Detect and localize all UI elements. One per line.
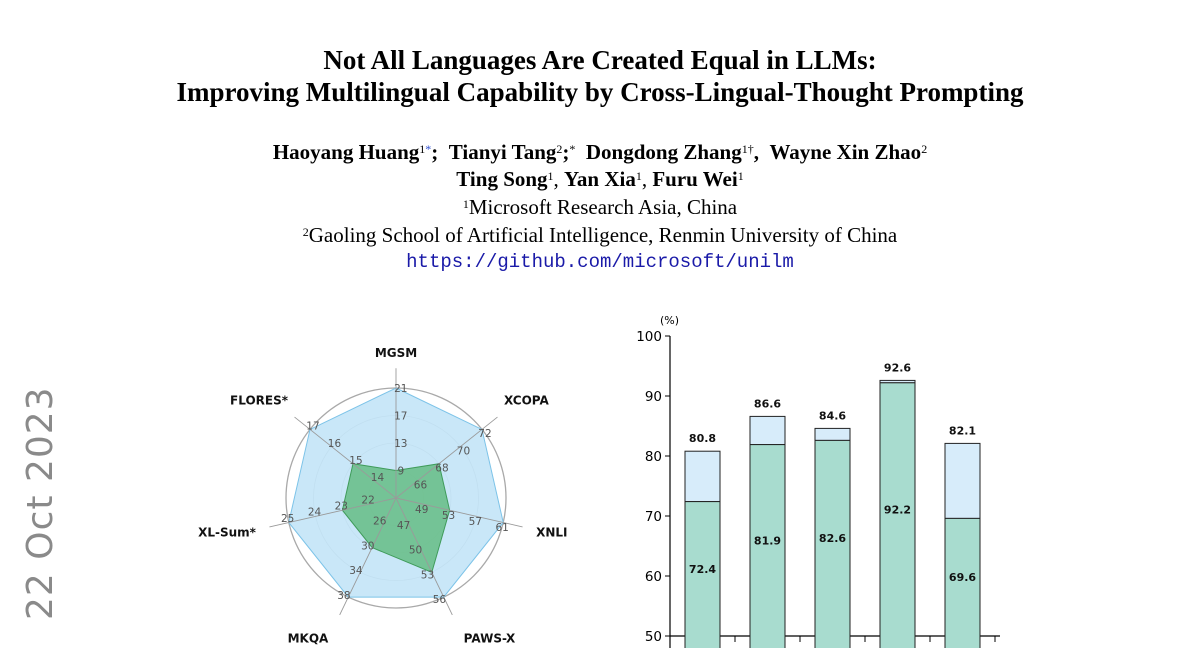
author-name: Wayne Xin Zhao [769, 140, 922, 164]
equal-contribution-mark: * [569, 142, 576, 156]
y-tick-label: 90 [644, 389, 662, 405]
radar-ring-label: 26 [373, 515, 387, 528]
title-line-2: Improving Multilingual Capability by Cross-Lingual-Thought Prompting [176, 77, 1024, 107]
affiliation-text: Microsoft Research Asia, China [468, 195, 738, 219]
author-affiliation-mark: 1 [635, 169, 642, 183]
author-affiliation-mark: 2 [556, 142, 563, 156]
author-affiliation-mark: 1† [741, 142, 754, 156]
author-affiliation-mark: 1 [737, 169, 744, 183]
radar-ring-label: 49 [415, 503, 429, 516]
radar-ring-label: 17 [306, 420, 320, 433]
bar-base-value-label: 82.6 [818, 532, 847, 546]
author-name: Haoyang Huang [272, 140, 420, 164]
bar-base-value-label: 72.4 [688, 562, 717, 576]
radar-axis-label: MGSM [374, 346, 418, 360]
y-tick-label: 100 [636, 329, 662, 345]
radar-ring-label: 50 [408, 544, 423, 557]
radar-ring-label: 17 [394, 410, 408, 423]
radar-ring-label: 47 [396, 519, 411, 532]
y-tick-label: 80 [644, 449, 662, 465]
bar-base-value-label: 81.9 [753, 534, 782, 548]
bar-top-value-label: 84.6 [818, 409, 847, 423]
bar-top-value-label: 92.6 [883, 361, 912, 375]
radar-ring-label: 15 [349, 454, 363, 467]
bar-top-value-label: 86.6 [753, 397, 782, 411]
radar-ring-label: 14 [370, 472, 385, 485]
y-unit-label: (%) [660, 314, 680, 327]
y-tick-label: 60 [644, 569, 662, 585]
equal-contribution-mark: * [425, 142, 432, 156]
author-name: Ting Song [456, 167, 548, 191]
radar-ring-label: 13 [394, 438, 408, 450]
author-name: Tianyi Tang [448, 140, 557, 164]
bar-upper-segment [945, 443, 980, 518]
author-affiliation-mark: 1 [419, 142, 426, 156]
bar-upper-segment [815, 428, 850, 440]
radar-ring-label: 16 [327, 437, 342, 450]
radar-ring-label: 53 [420, 569, 435, 582]
bar-top-value-label: 82.1 [948, 424, 977, 438]
affiliation-2 [0, 221, 1200, 249]
radar-ring-label: 61 [495, 522, 509, 535]
affiliation-number: 1 [462, 197, 469, 211]
radar-ring-label: 56 [432, 594, 447, 607]
radar-axis-label: XL-Sum* [198, 525, 256, 540]
radar-ring-label: 68 [435, 462, 449, 475]
radar-ring-label: 23 [334, 500, 348, 513]
radar-ring-label: 53 [441, 509, 456, 522]
affiliation-1 [0, 193, 1200, 221]
radar-ring-label: 30 [361, 540, 375, 553]
author-name: Dongdong Zhang [585, 140, 742, 164]
radar-ring-label: 34 [349, 565, 363, 578]
affiliation-number: 2 [302, 225, 309, 239]
radar-ring-label: 25 [281, 512, 295, 525]
radar-ring-label: 70 [456, 445, 471, 458]
radar-ring-label: 9 [397, 465, 405, 478]
radar-ring-label: 22 [361, 494, 375, 507]
author-name: Yan Xia [564, 167, 636, 191]
radar-ring-label: 24 [307, 506, 322, 519]
bar-upper-segment [750, 416, 785, 444]
authors-line-2: Ting Song$^1$, Yan Xia$^1$, Furu Wei$^1$ [456, 167, 744, 191]
radar-axis-label: PAWS-X [463, 631, 516, 646]
radar-ring-label: 21 [394, 383, 408, 395]
bar-upper-segment [685, 451, 720, 501]
arxiv-date-stamp: 22 Oct 2023 [20, 386, 61, 620]
authors-line-1: Haoyang Huang$^{1*}$; Tianyi Tang$^2$;* Dongdong Zhang$^{1\dagger}$, Wayne Xin Zhao$^2$ [272, 140, 928, 164]
radar-axis-label: FLORES* [230, 393, 289, 408]
affiliation-text: Gaoling School of Artificial Intelligence, Renmin University of China [308, 223, 898, 247]
y-tick-label: 70 [644, 509, 662, 525]
bar-top-value-label: 80.8 [688, 432, 717, 446]
y-tick-label: 50 [644, 629, 662, 645]
author-name: Furu Wei [652, 167, 738, 191]
radar-ring-label: 57 [468, 516, 483, 529]
radar-axis-label: XCOPA [503, 393, 549, 408]
radar-ring-label: 66 [413, 479, 428, 492]
author-affiliation-mark: 1 [547, 169, 554, 183]
author-affiliation-mark: 2 [921, 142, 928, 156]
radar-ring-label: 72 [478, 428, 492, 441]
bar-base-value-label: 69.6 [948, 571, 977, 585]
author-block [0, 139, 1200, 275]
radar-axis-label: XNLI [536, 525, 568, 540]
paper-title [0, 44, 1200, 108]
bar-chart [600, 305, 1020, 648]
bar-base-value-label: 92.2 [883, 503, 912, 517]
radar-axis-label: MKQA [287, 631, 329, 646]
title-line-1: Not All Languages Are Created Equal in LLMs: [323, 45, 877, 75]
radar-ring-label: 38 [337, 590, 351, 603]
repository-link[interactable]: https://github.com/microsoft/unilm [406, 251, 794, 273]
radar-chart [180, 312, 600, 648]
